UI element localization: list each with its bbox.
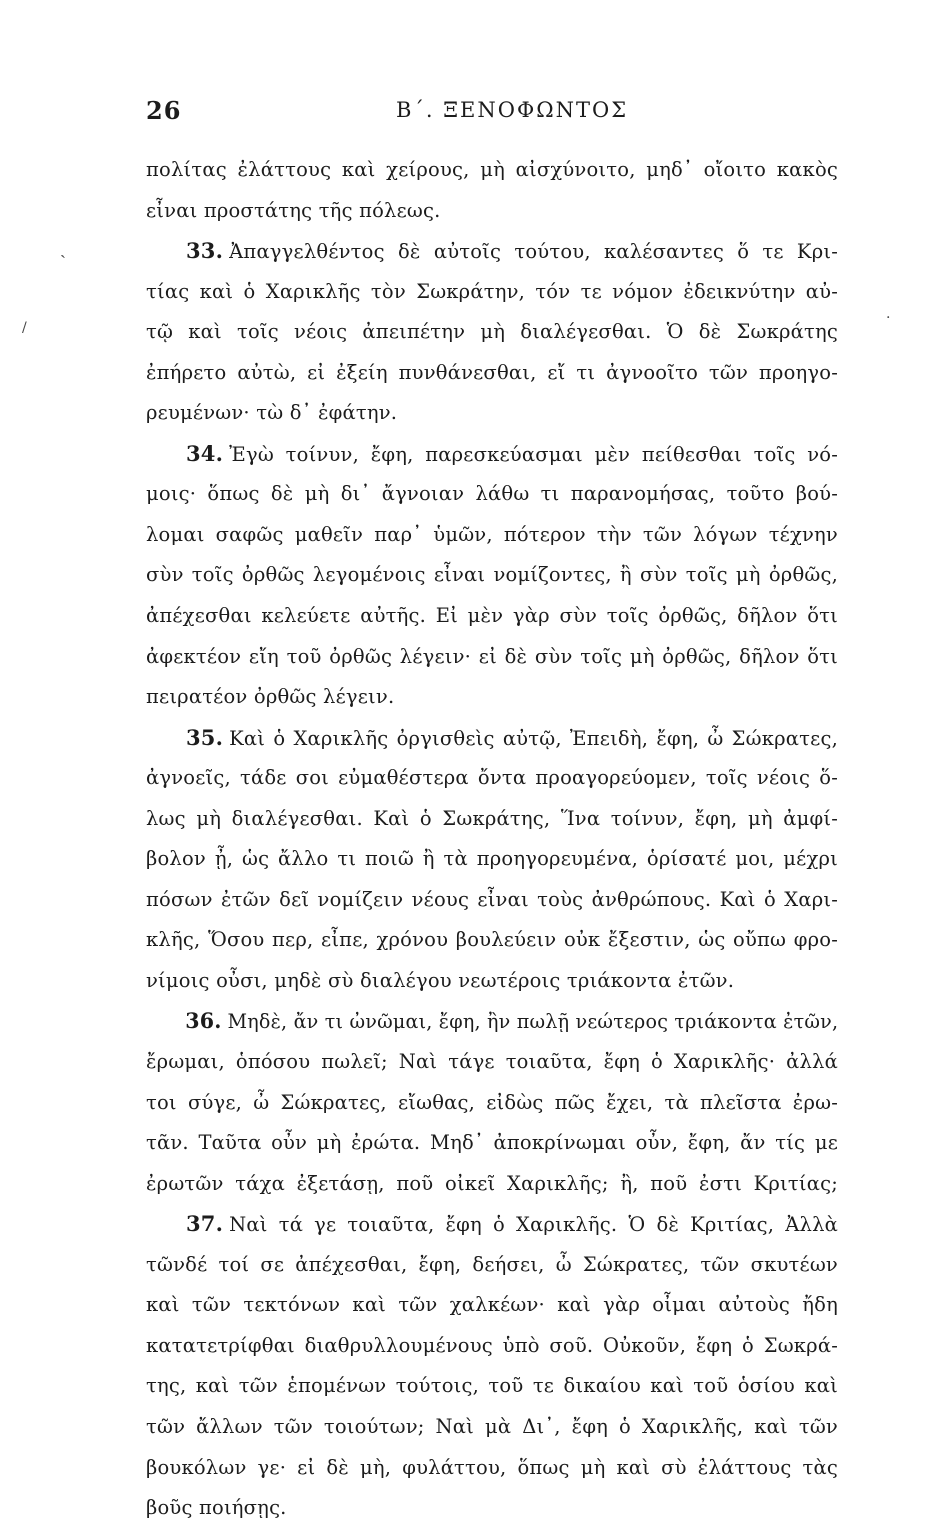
text-line <box>146 1448 838 1489</box>
line-text: ἔρωμαι, ὁπόσου πωλεῖ; Ναὶ τάγε τοιαῦτα, ἔφη ὁ Χαρικλῆς· ἀλλά <box>146 1050 838 1074</box>
line-text: νίμοις οὖσι, μηδὲ σὺ διαλέγου νεωτέροις τριάκοντα ἐτῶν. <box>146 968 735 992</box>
text-line <box>146 515 838 556</box>
line-text: τῶνδέ τοί σε ἀπέχεσθαι, ἔφη, δεήσει, ὦ Σώκρατες, τῶν σκυτέων <box>146 1252 838 1276</box>
text-line <box>146 880 838 921</box>
text-line <box>146 353 838 394</box>
line-text: βολον ᾖ, ὡς ἄλλο τι ποιῶ ἢ τὰ προηγορευμένα, ὁρίσατέ μοι, μέχρι <box>146 847 838 871</box>
section-number: 33. <box>186 238 224 264</box>
text-line <box>146 1123 838 1164</box>
line-text: λως μὴ διαλέγεσθαι. Καὶ ὁ Σωκράτης, Ἵνα τοίνυν, ἔφη, μὴ ἀμφί- <box>146 806 838 830</box>
line-text: Καὶ ὁ Χαρικλῆς ὀργισθεὶς αὐτῷ, Ἐπειδὴ, ἔφη, ὦ Σώκρατες, <box>229 726 838 750</box>
text-line <box>146 1285 838 1326</box>
text-line <box>146 150 838 191</box>
line-text: καὶ τῶν τεκτόνων καὶ τῶν χαλκέων· καὶ γὰρ οἶμαι αὐτοὺς ἤδη <box>146 1293 838 1317</box>
line-text: ἐρωτῶν τάχα ἐξετάσῃ, ποῦ οἰκεῖ Χαρικλῆς; ἢ, ποῦ ἐστι Κριτίας; <box>146 1171 838 1195</box>
text-line <box>146 231 838 272</box>
page-number: 26 <box>146 96 182 125</box>
line-text: βοῦς ποιήσῃς. <box>146 1496 287 1520</box>
text-line <box>146 191 838 232</box>
line-text: σὺν τοῖς ὀρθῶς λεγομένοις εἶναι νομίζοντες, ἢ σὺν τοῖς μὴ ὀρθῶς, <box>146 563 838 587</box>
line-text: μοις· ὅπως δὲ μὴ δι᾽ ἄγνοιαν λάθω τι παρανομήσας, τοῦτο βού- <box>146 482 838 506</box>
text-line <box>146 434 838 475</box>
text-line <box>146 1245 838 1286</box>
text-line <box>146 1164 838 1205</box>
body-text <box>146 150 838 1529</box>
text-line <box>146 1042 838 1083</box>
text-line <box>146 393 838 434</box>
margin-mark: / <box>22 320 27 336</box>
section-number: 35. <box>186 724 224 750</box>
line-text: τᾶν. Ταῦτα οὖν μὴ ἐρώτα. Μηδ᾽ ἀποκρίνωμαι οὖν, ἔφη, ἄν τίς με <box>146 1131 838 1155</box>
section-number: 37. <box>186 1211 224 1237</box>
text-line <box>146 555 838 596</box>
text-line <box>146 1326 838 1367</box>
line-text: Ἀπαγγελθέντος δὲ αὐτοῖς τούτου, καλέσαντες ὅ τε Κρι- <box>229 240 838 264</box>
text-line <box>146 1407 838 1448</box>
line-text: ἀγνοεῖς, τάδε σοι εὐμαθέστερα ὄντα προαγορεύομεν, τοῖς νέοις ὅ- <box>146 766 838 790</box>
line-text: βουκόλων γε· εἰ δὲ μὴ, φυλάττου, ὅπως μὴ καὶ σὺ ἐλάττους τὰς <box>146 1455 838 1479</box>
text-line <box>146 1083 838 1124</box>
line-text: κατατετρίφθαι διαθρυλλουμένους ὑπὸ σοῦ. Οὐκοῦν, ἔφη ὁ Σωκρά- <box>146 1333 838 1357</box>
line-text: Ἐγὼ τοίνυν, ἔφη, παρεσκεύασμαι μὲν πείθεσθαι τοῖς νό- <box>229 442 838 466</box>
line-text: ἐπήρετο αὐτὼ, εἰ ἐξείη πυνθάνεσθαι, εἴ τι ἀγνοοῖτο τῶν προηγο- <box>146 360 838 384</box>
margin-mark: . <box>886 306 891 322</box>
text-line <box>146 758 838 799</box>
text-line <box>146 839 838 880</box>
line-text: ἀφεκτέον εἴη τοῦ ὀρθῶς λέγειν· εἰ δὲ σὺν τοῖς μὴ ὀρθῶς, δῆλον ὅτι <box>146 644 838 668</box>
text-line <box>146 596 838 637</box>
section-number: 36. <box>185 1008 222 1034</box>
text-line <box>146 1204 838 1245</box>
text-line <box>146 1001 838 1042</box>
line-text: κλῆς, Ὅσου περ, εἶπε, χρόνου βουλεύειν οὐκ ἔξεστιν, ὡς οὔπω φρο- <box>146 928 838 952</box>
line-text: τοι σύγε, ὦ Σώκρατες, εἴωθας, εἰδὼς πῶς ἔχει, τὰ πλεῖστα ἐρω- <box>146 1090 838 1114</box>
text-line <box>146 637 838 678</box>
text-line <box>146 272 838 313</box>
line-text: πειρατέον ὀρθῶς λέγειν. <box>146 685 395 709</box>
text-line <box>146 474 838 515</box>
line-text: εἶναι προστάτης τῆς πόλεως. <box>146 198 441 222</box>
line-text: λομαι σαφῶς μαθεῖν παρ᾽ ὑμῶν, πότερον τὴν τῶν λόγων τέχνην <box>146 522 838 546</box>
text-line <box>146 718 838 759</box>
line-text: Ναὶ τά γε τοιαῦτα, ἔφη ὁ Χαρικλῆς. Ὁ δὲ Κριτίας, Ἀλλὰ <box>229 1213 838 1237</box>
text-line <box>146 1488 838 1529</box>
running-title: Β΄. ΞΕΝΟΦΩΝΤΟΣ <box>396 98 629 122</box>
line-text: πολίτας ἐλάττους καὶ χείρους, μὴ αἰσχύνοιτο, μηδ᾽ οἴοιτο κακὸς <box>146 158 838 181</box>
line-text: τῷ καὶ τοῖς νέοις ἀπειπέτην μὴ διαλέγεσθαι. Ὁ δὲ Σωκράτης <box>146 320 838 344</box>
text-line <box>146 1366 838 1407</box>
text-line <box>146 799 838 840</box>
line-text: της, καὶ τῶν ἑπομένων τούτοις, τοῦ τε δικαίου καὶ τοῦ ὁσίου καὶ <box>146 1374 838 1398</box>
margin-mark: ˎ <box>60 238 66 259</box>
line-text: ἀπέχεσθαι κελεύετε αὐτῆς. Εἰ μὲν γὰρ σὺν τοῖς ὀρθῶς, δῆλον ὅτι <box>146 604 838 628</box>
section-number: 34. <box>186 440 224 466</box>
text-line <box>146 920 838 961</box>
line-text: πόσων ἐτῶν δεῖ νομίζειν νέους εἶναι τοὺς ἀνθρώπους. Καὶ ὁ Χαρι- <box>146 887 838 911</box>
line-text: ρευμένων· τὼ δ᾽ ἐφάτην. <box>146 401 398 425</box>
line-text: Μηδὲ, ἄν τι ὠνῶμαι, ἔφη, ἢν πωλῇ νεώτερος τριάκοντα ἐτῶν, <box>227 1010 839 1034</box>
text-line <box>146 312 838 353</box>
text-line <box>146 677 838 718</box>
line-text: τῶν ἄλλων τῶν τοιούτων; Ναὶ μὰ Δι᾽, ἔφη ὁ Χαρικλῆς, καὶ τῶν <box>146 1414 838 1438</box>
page-header <box>146 96 836 136</box>
text-line <box>146 961 838 1002</box>
line-text: τίας καὶ ὁ Χαρικλῆς τὸν Σωκράτην, τόν τε νόμον ἐδεικνύτην αὐ- <box>146 279 838 303</box>
